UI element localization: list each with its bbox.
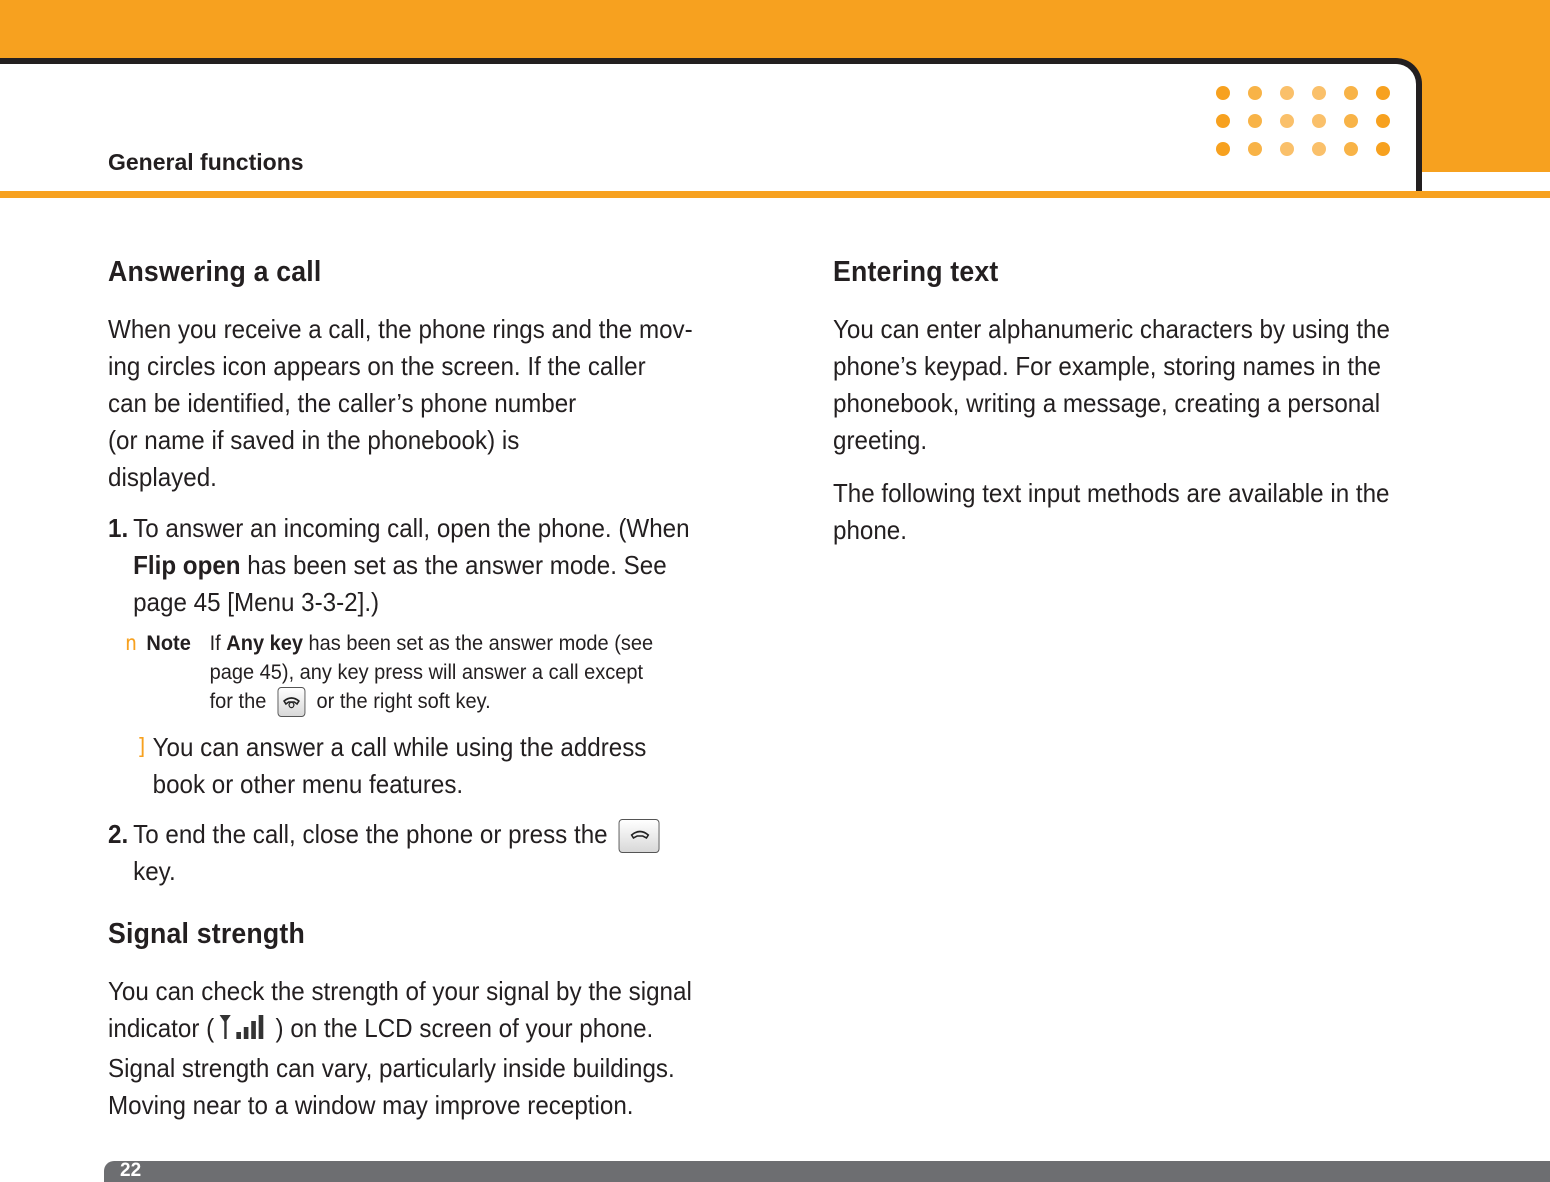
left-column bbox=[108, 256, 758, 1124]
decorative-dot bbox=[1248, 142, 1262, 156]
step-text: To end the call, close the phone or press the bbox=[133, 819, 608, 850]
decorative-dot bbox=[1312, 142, 1326, 156]
step-line bbox=[133, 816, 712, 853]
entering-line: The following text input methods are available in the bbox=[833, 478, 1390, 508]
section-title: General functions bbox=[108, 149, 304, 175]
decorative-dot bbox=[1344, 114, 1358, 128]
signal-line: You can check the strength of your signal by the signal bbox=[108, 976, 692, 1007]
step-line: To answer an incoming call, open the phone. (When bbox=[133, 513, 690, 543]
signal-heading: Signal strength bbox=[108, 918, 305, 951]
note-line: page 45), any key press will answer a call except bbox=[209, 660, 644, 684]
sub-line: You can answer a call while using the address bbox=[152, 732, 647, 763]
step-line bbox=[133, 547, 712, 584]
intro-line: When you receive a call, the phone rings and the mov- bbox=[108, 314, 693, 344]
note-bullet: n bbox=[125, 631, 138, 656]
entering-line: phone’s keypad. For example, storing names in the bbox=[833, 351, 1381, 381]
note-block bbox=[125, 629, 714, 717]
step-1 bbox=[108, 510, 713, 621]
footer-bar bbox=[104, 1161, 1550, 1182]
note-label: Note bbox=[146, 631, 191, 655]
note-line bbox=[210, 687, 714, 717]
page-number: 22 bbox=[120, 1160, 142, 1181]
decorative-dot bbox=[1216, 86, 1230, 100]
sub-line: book or other menu features. bbox=[152, 769, 464, 800]
decorative-dot bbox=[1376, 142, 1390, 156]
signal-strength-icon bbox=[218, 1012, 272, 1050]
step-text: has been set as the answer mode. See bbox=[240, 550, 667, 580]
step-number: 1. bbox=[108, 513, 129, 543]
decorative-dot bbox=[1376, 114, 1390, 128]
note-text: If bbox=[209, 631, 227, 655]
header-orange-banner bbox=[0, 0, 1550, 66]
note-body bbox=[125, 629, 714, 717]
answering-intro bbox=[108, 311, 758, 496]
intro-line: can be identified, the caller’s phone number bbox=[108, 388, 577, 418]
signal-text: ) on the LCD screen of your phone. bbox=[275, 1013, 654, 1044]
end-key-icon bbox=[277, 687, 305, 717]
decorative-dot bbox=[1216, 114, 1230, 128]
decorative-dot bbox=[1248, 114, 1262, 128]
intro-line: (or name if saved in the phonebook) is bbox=[108, 425, 520, 455]
decorative-dot bbox=[1216, 142, 1230, 156]
step-2 bbox=[108, 816, 713, 890]
signal-text: indicator ( bbox=[108, 1013, 215, 1044]
intro-line: ing circles icon appears on the screen. If the caller bbox=[108, 351, 646, 381]
decorative-dot bbox=[1312, 114, 1326, 128]
entering-paragraph-1 bbox=[833, 311, 1473, 459]
step-line: page 45 [Menu 3-3-2].) bbox=[133, 587, 380, 617]
entering-line: greeting. bbox=[833, 425, 928, 455]
signal-line bbox=[108, 1010, 713, 1049]
decorative-dot bbox=[1280, 86, 1294, 100]
decorative-dot-grid bbox=[1216, 86, 1396, 156]
sub-item bbox=[108, 729, 713, 803]
header-orange-tab bbox=[1415, 0, 1550, 172]
step-line: key. bbox=[133, 856, 176, 887]
decorative-dot bbox=[1376, 86, 1390, 100]
step-number: 2. bbox=[108, 819, 129, 850]
decorative-dot bbox=[1344, 86, 1358, 100]
flip-open-term: Flip open bbox=[133, 550, 241, 580]
signal-paragraph bbox=[108, 973, 758, 1123]
intro-line: displayed. bbox=[108, 462, 217, 492]
note-line bbox=[210, 629, 714, 658]
decorative-dot bbox=[1280, 114, 1294, 128]
answering-heading: Answering a call bbox=[108, 256, 322, 288]
sub-bullet: ] bbox=[135, 735, 149, 761]
right-column bbox=[833, 256, 1473, 549]
note-text: has been set as the answer mode (see bbox=[302, 631, 654, 655]
entering-line: You can enter alphanumeric characters by using the bbox=[833, 314, 1390, 344]
note-text: for the bbox=[209, 689, 267, 713]
decorative-dot bbox=[1344, 142, 1358, 156]
entering-line: phone. bbox=[833, 515, 907, 545]
entering-paragraph-2 bbox=[833, 475, 1473, 549]
decorative-dot bbox=[1248, 86, 1262, 100]
entering-heading: Entering text bbox=[833, 256, 999, 288]
signal-line: Signal strength can vary, particularly inside buildings. bbox=[108, 1052, 675, 1083]
header-underline bbox=[0, 191, 1550, 198]
entering-line: phonebook, writing a message, creating a personal bbox=[833, 388, 1381, 418]
signal-line: Moving near to a window may improve reception. bbox=[108, 1089, 634, 1120]
end-key-icon bbox=[619, 819, 660, 853]
note-text: or the right soft key. bbox=[316, 689, 491, 713]
decorative-dot bbox=[1312, 86, 1326, 100]
any-key-term: Any key bbox=[226, 631, 303, 655]
decorative-dot bbox=[1280, 142, 1294, 156]
